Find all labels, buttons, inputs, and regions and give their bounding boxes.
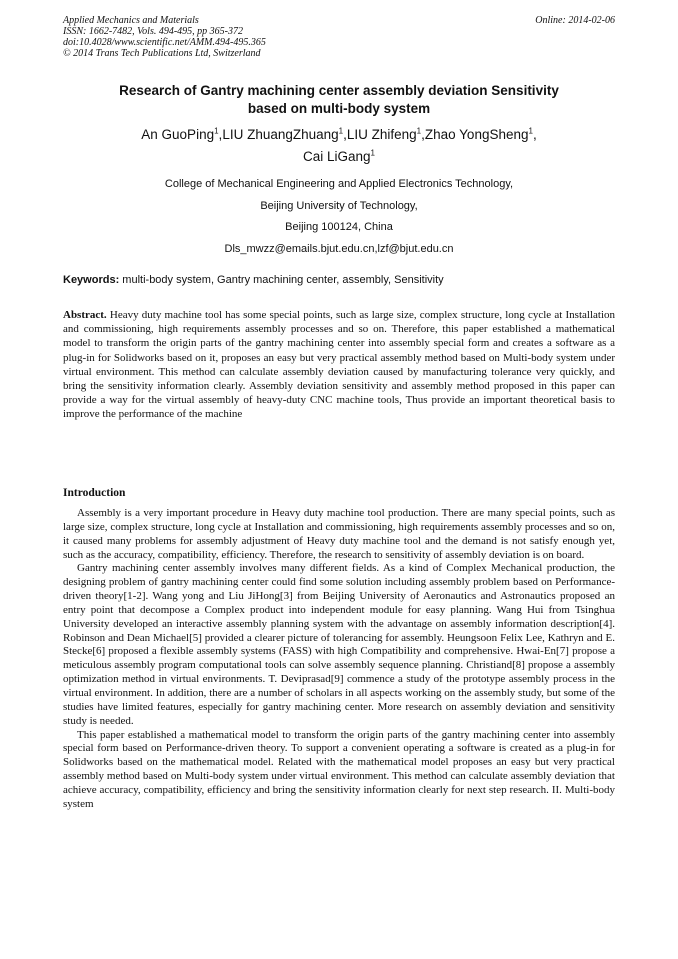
- author-5: Cai LiGang$^1$: [303, 148, 375, 164]
- keywords-text: multi-body system, Gantry machining center, assembly, Sensitivity: [119, 274, 444, 286]
- paragraph: Assembly is a very important procedure in Heavy duty machine tool production. There are many special points, such as large size, complex structure, long cycle at Installation and commissioning, high requirements assembly processes and so on, it caused many problems for assembly adjustment of Heavy duty machine tool and the demand is not satisfy enough yet, such as the accuracy, compatibility, efficiency. Therefore, the research to sensitivity of assembly deviation is on board.: [63, 507, 615, 561]
- issn-line: ISSN: 1662-7482, Vols. 494-495, pp 365-372: [63, 26, 243, 37]
- online-date: Online: 2014-02-06: [535, 15, 615, 26]
- paper-title: [63, 82, 615, 118]
- author-1: An GuoPing$^1$,: [141, 126, 223, 142]
- author-emails: Dls_mwzz@emails.bjut.edu.cn,lzf@bjut.edu.cn: [224, 242, 454, 255]
- abstract: [63, 308, 615, 422]
- title-line-2: based on multi-body system: [247, 101, 431, 116]
- paragraph: Gantry machining center assembly involves many different fields. As a kind of Complex Mechanical production, the designing problem of gantry machining center could find some solution including assembly problem based on Performance-driven theory[1-2]. Wang yong and Liu JiHong[3] from Beijing University of Aeronautics and Astronautics proposed an entry point that decompose a Complex product into independent module for easy planning. Wang Hui from Tsinghua University developed an interactive assembly planning system with the advantage on assembly information description[4]. Robinson and Dean Michael[5] provided a clearer picture of tolerancing for assembly. Heungsoon Felix Lee, Kathryn and E. Stecke[6] proposed a flexible assembly systems (FASS) with high Compatibility and comprehensive. Hwai-En[7] propose a meticulous assembly program computational tools can solve assembly sequence planning. Christiand[8] propose a assembly optimization method in virtual environments. T. Deviprasad[9] commence a study of the prototype assembly process in the virtual environment. In addition, there are a number of scholars in all aspects working on the assembly study, but some of the studies have limited features, especially for gantry machining center. More research on assembly deviation and sensitivity study is needed.: [63, 562, 615, 727]
- author-3: LIU Zhifeng$^1$,: [346, 126, 425, 142]
- keywords-label: Keywords:: [63, 274, 120, 286]
- abstract-label: Abstract.: [63, 309, 107, 321]
- copyright-line: © 2014 Trans Tech Publications Ltd, Switzerland: [63, 48, 261, 59]
- affiliation-block: [63, 174, 615, 260]
- author-list: [63, 124, 615, 168]
- affiliation-line-3: Beijing 100124, China: [285, 221, 393, 233]
- doi-line: doi:10.4028/www.scientific.net/AMM.494-495.365: [63, 37, 266, 48]
- affiliation-line-2: Beijing University of Technology,: [260, 199, 418, 212]
- section-heading-introduction: Introduction: [63, 487, 126, 499]
- affiliation-line-1: College of Mechanical Engineering and Applied Electronics Technology,: [164, 178, 514, 190]
- keywords: [63, 273, 615, 287]
- author-2: LIU ZhuangZhuang$^1$,: [222, 126, 347, 142]
- journal-name: Applied Mechanics and Materials: [63, 15, 199, 26]
- paragraph: This paper established a mathematical model to transform the origin parts of the gantry machining center into assembly special form based on Performance-driven theory. To support a convenient operating a software is created as a plug-in for Solidworks based on the mathematical model. Related with the mathematical model proposes an easy but very practical assembly method based on Multi-body system under virtual environment. This method can calculate assembly deviation that achieve accuracy, compatibility, efficiency and bring the sensitivity information clearly for next step research. II. Multi-body system: [63, 728, 615, 810]
- abstract-text: Heavy duty machine tool has some special points, such as large size, complex structure, long cycle at Installation and commissioning, high requirements assembly processes and so on. Therefore, this paper established a mathematical model to transform the origin parts of the gantry machining center into assembly special form and creates a software as a plug-in for Solidworks based on it, proposes an easy but very practical assembly method based on Multi-body system under virtual environment. This method can calculate assembly deviation caused by manufacturing tolerance very quickly, and bring the sensitivity information clearly. Assembly deviation sensitivity and assembly method proposed in this paper can provide a way for the virtual assembly of heavy-duty CNC machine tools, Thus provide an important theoretical basis to improve the performance of the machine: [63, 309, 615, 421]
- introduction-body: [63, 507, 615, 812]
- author-4: Zhao YongSheng$^1$,: [424, 126, 537, 142]
- title-line-1: Research of Gantry machining center assembly deviation Sensitivity: [119, 83, 559, 98]
- journal-header: [63, 15, 615, 59]
